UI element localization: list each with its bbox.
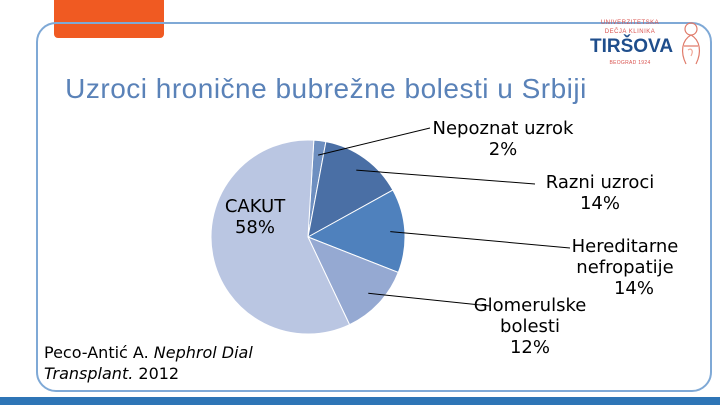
leader-line [318, 128, 430, 155]
leader-line [390, 232, 570, 248]
slice-value-label: 14% [579, 193, 620, 214]
slice-value-label: 14% [613, 278, 654, 299]
slice-label-text: nefropatije [576, 257, 674, 278]
citation-journal-cont: Transplant. [44, 364, 134, 383]
citation-year: 2012 [138, 364, 180, 383]
slice-label-text: Hereditarne [571, 236, 679, 257]
logo-line2: DEČJA KLINIKA [604, 29, 656, 35]
slice-label-text: CAKUT [224, 196, 286, 217]
slice-label-text: Razni uzroci [545, 172, 655, 193]
page-title: Uzroci hronične bubrežne bolesti u Srbiji [65, 73, 587, 104]
slice-value-label: 12% [509, 337, 550, 358]
slice-value-label: 58% [234, 217, 275, 238]
slice-label-nepoznat-uzrok [418, 118, 588, 160]
slice-value-label: 2% [488, 139, 518, 160]
citation [44, 342, 253, 384]
slice-label-text: Glomerulske [473, 295, 587, 316]
slice-label-cakut [210, 196, 300, 238]
slice-label-razni-uzroci [520, 172, 680, 214]
slice-label-text: Nepoznat uzrok [432, 118, 574, 139]
logo-line3: BEOGRAD 1924 [609, 60, 651, 66]
bottom-bar [0, 397, 720, 405]
citation-journal: Nephrol Dial [153, 343, 253, 362]
logo-name: TIRŠOVA [590, 36, 674, 57]
slice-label-hereditarne-nefropatije [560, 236, 690, 299]
citation-author: Peco-Antić A. [44, 343, 149, 362]
logo-line1: UNIVERZITETSKA [600, 20, 660, 26]
slice-label-text: bolesti [500, 316, 560, 337]
slice-label-glomerulske-bolesti [470, 295, 590, 358]
